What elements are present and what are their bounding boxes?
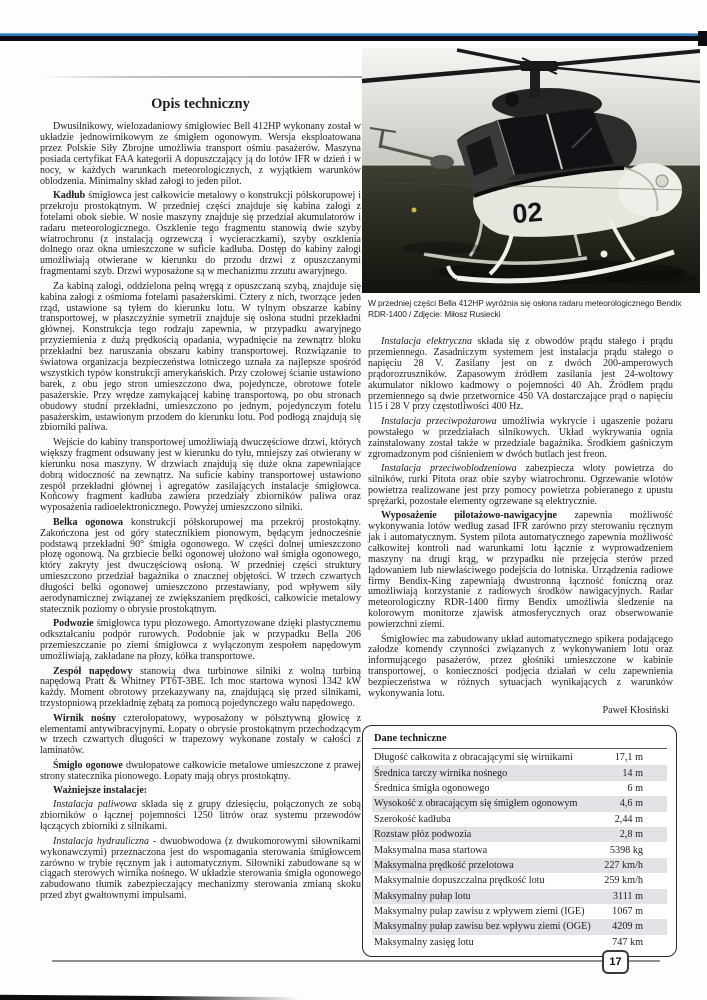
- spec-value: 2,44 m: [614, 813, 643, 825]
- spec-value: 2,8 m: [619, 829, 643, 841]
- paragraph: Instalacja paliwowa składa się z grupy dziesięciu, połączonych ze sobą zbiorników o łącznej pojemności 1250 litrów oraz systemu przewodów łączących zbiorniki z silnikami.: [40, 799, 361, 833]
- top-rule-bar: [0, 33, 707, 41]
- page-number-badge: 17: [602, 950, 629, 974]
- photo-caption: W przedniej części Bella 412HP wyróżnia się osłona radaru meteorologicznego Bendix RDR-1400 / Zdjęcie: Miłosz Rusiecki: [368, 298, 682, 320]
- spec-row: [372, 796, 667, 811]
- spec-label: Maksymalny zasięg lotu: [374, 936, 474, 948]
- spec-row: [372, 858, 667, 873]
- spec-label: Maksymalnie dopuszczalna prędkość lotu: [374, 875, 545, 887]
- spec-value: 3111 m: [612, 890, 643, 902]
- footer-rule: [52, 960, 660, 962]
- paragraph: Śmigło ogonowe dwułopatowe całkowicie metalowe umieszczone z prawej strony statecznika pionowego. Łopaty mają obrys prostokątny.: [40, 759, 361, 782]
- spec-label: Średnica śmigła ogonowego: [374, 782, 490, 794]
- paragraph-lead: Instalacja elektryczna: [381, 336, 473, 347]
- right-paragraphs: [368, 337, 673, 700]
- spec-label: Maksymalna prędkość przelotowa: [374, 859, 514, 871]
- paragraph-lead: Belka ogonowa: [53, 516, 124, 528]
- spec-label: Maksymalny pułap lotu: [374, 890, 471, 902]
- spec-row: [372, 812, 667, 827]
- spec-value: 1067 m: [612, 906, 643, 918]
- spec-label: Maksymalna masa startowa: [374, 844, 488, 856]
- paragraph: Instalacja elektryczna składa się z obwodów prądu stałego i prądu przemiennego. Zasadniczym systemem jest instalacja prądu stałego o napięciu 28 V. Zasilany jest on z dwóch 200-amperowych prądorozruszników. Zapasowym źródłem zasilania jest 24-woltowy akumulator niklowo kadmowy o pojemności 40 Ah. Źródłem prądu przemiennego są dwie przetwornice 450 VA dostarczające prąd o napięciu 115 i 28 V przy częstotliwości 400 Hz.: [368, 336, 673, 413]
- marking-02: 02: [511, 196, 544, 230]
- yellow-speck: [412, 208, 417, 213]
- table-title: Dane techniczne: [372, 730, 667, 749]
- paragraph: Instalacja przeciwpożarowa umożliwia wykrycie i ugaszenie pożaru powstałego w przedziałach silnikowych. Układ wykrywania ognia zainstalowany został także w przedziale bagażnika. Środkiem gaśniczym zgromadzonym pod ciśnieniem w dwóch butlach jest freon.: [368, 415, 674, 460]
- spec-label: Średnica tarczy wirnika nośnego: [374, 767, 508, 779]
- helicopter-photo: [362, 48, 700, 293]
- spec-label: Długość całkowita z obracającymi się wirnikami: [374, 752, 573, 764]
- spec-value: 259 km/h: [604, 875, 643, 887]
- right-column: [368, 337, 673, 957]
- byline: Paweł Kłosiński: [602, 705, 669, 716]
- paragraph: Kadłub śmigłowca jest całkowicie metalowy o konstrukcji półskorupowej i przekroju prostokątnym. W przedniej części znajduje się kabina załogi z fotelami obok siebie. W nosie maszyny znajduje się przedział akumulatorów i radaru meteorologicznego. Oszklenie tego fragmentu stanowią dwie szyby wiatrochronu (z instalacją ogrzewczą i wycieraczkami), szyby oszklenia dolnego oraz okna umieszczone w suficie kadłuba. Dostęp do kabiny załogi umożliwiają otwierane w kierunku do przodu drzwi z opuszczanymi fragmentami szyb. Drzwi wyposażone są w mechanizmu zrzutu awaryjnego.: [40, 189, 361, 278]
- spec-value: 6 m: [627, 782, 643, 794]
- paragraph-lead: Wirnik nośny: [53, 712, 117, 724]
- spec-label: Rozstaw płóz podwozia: [374, 829, 472, 841]
- helicopter-illustration: [362, 48, 700, 293]
- paragraph-lead: Instalacja hydrauliczna: [53, 835, 150, 847]
- spec-value: 747 km: [612, 936, 643, 948]
- spec-value: 5398 kg: [609, 844, 643, 856]
- paragraph-lead: Kadłub: [53, 189, 86, 201]
- paragraph: Podwozie śmigłowca typu płozowego. Amortyzowane dzięki plastycznemu odkształcaniu podpór rurowych. Podobnie jak w przypadku Bella 206 przemieszczanie po ziemi śmigłowca z wyłączonym zespołem napędowym umożliwiają, zakładane na płozy, kółka transportowe.: [40, 618, 361, 663]
- spec-row: [372, 935, 667, 950]
- spec-row: [372, 904, 667, 919]
- paragraph: Za kabiną załogi, oddzielona pełną wręgą z opuszczaną szybą, znajduje się kabina załogi z ośmioma fotelami pasażerskimi. Cztery z nich, tworzące jeden rząd, ustawione są tyłem do kierunku lotu. W tylnym obszarze kabiny transportowej, w płaszczyźnie symetrii znajduje się osłona studni przekładni głównej. Konstrukcja tego rodzaju zapewnia, w przypadku awaryjnego przyziemienia z dużą prędkością opadania, wypadnięcie na zewnątrz bloku przekładni bez naruszania obszaru kabiny transportowej. Rozwiązanie to światowa organizacja bezpieczeństwa lotniczego uznała za najlepsze spośród wszystkich typów konstrukcji amerykańskich. Przy czołowej ścianie ustawiono barek, z obu jego stron umieszczono dwa, pojedyncze, obrotowe fotele pasażerskie. Przy wrędze zamykającej kabinę transportową, po obu stronach obudowy studni przekładni, umieszczono po jednym, pojedynczym fotelu pasażerskim, ustawionym przodem do kierunku lotu. Pod podłogą znajdują się zbiorniki paliwa.: [40, 280, 361, 434]
- technical-data-box: [362, 725, 677, 957]
- paragraph-lead: Instalacja przeciwoblodzeniowa: [381, 462, 517, 474]
- paragraph-lead: Zespół napędowy: [53, 665, 133, 677]
- spec-row: [372, 889, 667, 904]
- spec-value: 4,6 m: [619, 798, 643, 810]
- spec-label: Szerokość kadłuba: [374, 813, 451, 825]
- spec-value: 227 km/h: [604, 859, 643, 871]
- paragraph: Wyposażenie pilotażowo-nawigacyjne zapewnia możliwość wykonywania lotów według zasad IFR zarówno przy sterowaniu ręcznym jak i automatycznym. System pilota automatycznego zapewnia możliwość całkowitej kontroli nad warunkami lotu łącznie z wyprowadzeniem maszyny na drugi krąg, w przypadku nie przejęcia sterów przed lądowaniem lub niewłaściwego podejścia do lotniska. Urządzenia radiowe firmy Bendix-King zapewniają dwustronną łączność foniczną oraz umożliwiają korzystanie z radiowych środków nawigacyjnych. Radar meteorologiczny RDR-1400 firmy Bendix umożliwia śledzenie na kolorowym monitorze zjawisk atmosferycznych oraz obserwowanie powierzchni ziemi.: [368, 510, 673, 631]
- spec-value: 17,1 m: [614, 752, 643, 764]
- spec-value: 4209 m: [612, 921, 643, 933]
- paragraph-lead: Ważniejsze instalacje:: [53, 785, 148, 797]
- paragraph-lead: Instalacja przeciwpożarowa: [381, 415, 497, 427]
- spec-rows: [372, 750, 667, 950]
- spec-value: 14 m: [622, 767, 643, 779]
- paragraph: Śmigłowiec ma zabudowany układ automatycznego spikera podającego załodze komendy czynności związanych z wykonywaniem lotu oraz informującego pasażerów, przez głośniki umieszczone w kabinie transportowej, o konieczności podjęcia działań w celu zapewnienia bezpieczeństwa w różnych sytuacjach wynikających z warunków wykonywania lotu.: [368, 633, 673, 700]
- spec-row: [372, 919, 667, 934]
- paragraph: Dwusilnikowy, wielozadaniowy śmigłowiec Bell 412HP wykonany został w układzie jednowirnikowym ze śmigłem ogonowym. Wersja eksploatowana przez Polskie Siły Zbrojne umożliwia transport ośmiu pasażerów. Maszyna posiada certyfikat FAA kategorii A dopuszczający ją do lotów IFR w dzień i w nocy, w każdych warunkach meteorologicznych, z wyjątkiem warunków oblodzenia. Minimalny skład załogi to jeden pilot.: [40, 121, 361, 187]
- spec-row: [372, 765, 667, 780]
- left-column: [40, 96, 361, 946]
- paragraph-lead: Wyposażenie pilotażowo-nawigacyjne: [381, 510, 557, 522]
- spec-row: [372, 873, 667, 888]
- paragraph-lead: Instalacja paliwowa: [53, 799, 137, 811]
- white-ball: [601, 251, 608, 258]
- scan-shadow: [0, 993, 300, 1000]
- spec-label: Maksymalny pułap zawisu bez wpływu ziemi (OGE): [374, 921, 591, 933]
- rotor-blade-scan-line: [42, 76, 364, 78]
- spec-label: Wysokość z obracającym się śmigłem ogonowym: [374, 798, 578, 810]
- paragraph: Belka ogonowa konstrukcji półskorupowej ma przekrój prostokątny. Zakończona jest od góry statecznikiem pionowym, będącym jednocześnie podstawą przekładni 90° śmigła ogonowego. W części dolnej umieszczono płozę ogonową. Na grzbiecie belki ogonowej ułożono wał śmigła ogonowego, który zakryty jest dwuczęściową osłoną. W przedniej części struktury umieszczono przedział bagażnika o znacznej objętości. W trzech czwartych długości belki ogonowej umieszczono przestawiany, pod wpływem siły aerodynamicznej związanej ze zwiększaniem prędkości, całkowicie metalowy statecznik poziomy o obrysie prostokątnym.: [40, 516, 361, 615]
- paragraph-lead: Śmigło ogonowe: [53, 759, 123, 771]
- spec-row: [372, 827, 667, 842]
- paragraph: Instalacja przeciwoblodzeniowa zabezpiecza wloty powietrza do silników, rurki Pitota oraz obie szyby wiatrochronu. Ogrzewanie wlotów powietrza realizowane jest przy pomocy powietrza pobieranego z upustu sprężarki, pozostałe elementy ogrzewane są elektrycznie.: [368, 462, 673, 507]
- left-paragraphs: [40, 122, 361, 902]
- page-corner-mark: [698, 31, 707, 46]
- spec-row: [372, 842, 667, 857]
- paragraph: [40, 786, 361, 797]
- spec-row: [372, 781, 667, 796]
- spec-row: [372, 750, 667, 765]
- spec-label: Maksymalny pułap zawisu z wpływem ziemi (IGE): [374, 906, 585, 918]
- paragraph: Wejście do kabiny transportowej umożliwiają dwuczęściowe drzwi, których większy fragment odsuwany jest w kierunku do tyłu, mniejszy zaś otwierany w kierunku nosa maszyny. W drzwiach znajdują się duże okna zapewniające dobrą widoczność na zewnątrz. Na suficie kabiny transportowej ustawiono zespół przekładni głównej i agregatów zasilających instalacje śmigłowca. Końcowy fragment kadłuba zawiera przedziały zbiorników paliwa oraz wyposażenia radioelektronicznego. Powyżej umieszczono silniki.: [40, 436, 361, 514]
- paragraph: Instalacja hydrauliczna - dwuobwodowa (z dwukomorowymi siłownikami wykonawczymi) przeznaczona jest do wspomagania sterowania śmigłowcem zarówno w trybie ręcznym jak i automatycznym. Siłowniki zabudowane są w ciągach sterowych wirnika nośnego. W układzie sterowania śmigła ogonowego zabudowano tłumik zabezpieczający mechanizmy sterowania zmianą skoku przed zbyt gwałtownymi impulsami.: [40, 835, 361, 902]
- article-title: Opis techniczny: [151, 96, 250, 112]
- paragraph: Zespół napędowy stanowią dwa turbinowe silniki z wolną turbiną napędową Pratt & Whitney PT6T-3BE. Ich moc startowa wynosi 1342 kW każdy. Moment obrotowy przekazywany na, znajdującą się przed silnikami, trzystopniową przekładnię zębatą za pomocą pojedynczego wału napędowego.: [40, 665, 361, 710]
- paragraph-lead: Podwozie: [53, 618, 94, 630]
- paragraph: Wirnik nośny czterołopatowy, wyposażony w półsztywną głowicę z elementami antywibracyjnymi. Łopaty o obrysie prostokątnym przechodzącym w trzech czwartych długości w trapezowy wykonane zostały w całości z laminatów.: [40, 712, 361, 757]
